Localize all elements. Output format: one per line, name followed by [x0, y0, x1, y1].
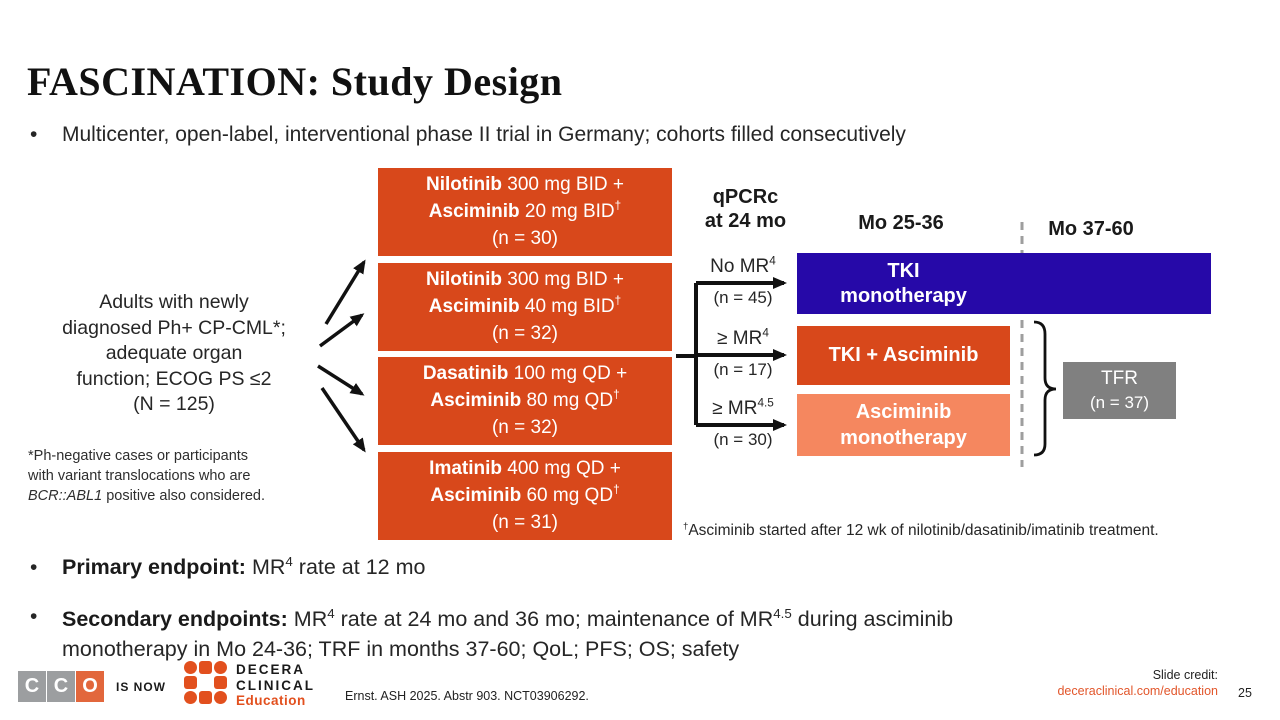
population-line: diagnosed Ph+ CP-CML*; [62, 316, 286, 339]
arm-n: (n = 32) [491, 417, 558, 438]
secondary-line-2: monotherapy in Mo 24-36; TRF in months 37-60; QoL; PFS; OS; safety [62, 637, 740, 661]
population-description [28, 290, 320, 418]
arm-n: (n = 30) [491, 228, 558, 249]
population-line: (N = 125) [133, 393, 215, 415]
branch-n-no-mr4: (n = 45) [713, 288, 773, 307]
intro-bullet-dot: • [30, 123, 38, 146]
fan-arrow-1 [326, 262, 364, 324]
fan-arrow-3 [318, 366, 362, 394]
arm-line-2: Asciminib 80 mg QD† [430, 388, 620, 411]
arm-box-imatinib [378, 452, 672, 540]
is-now-label: IS NOW [116, 680, 166, 694]
branch-n-mr4: (n = 17) [713, 360, 773, 379]
population-line: function; ECOG PS ≤2 [76, 367, 272, 390]
slide-credit-label: Slide credit: [1152, 668, 1218, 682]
arm-line-2: Asciminib 20 mg BID† [428, 199, 622, 222]
arm-line-1: Nilotinib 300 mg BID + [426, 269, 624, 290]
tfr-brace [1034, 322, 1056, 455]
branch-label-mr45: ≥ $MR^{4.5}$ [712, 396, 774, 419]
gene-name-italic: BCR::ABL1 [28, 488, 103, 504]
period-header-mo-37-60: Mo 37-60 [1048, 218, 1134, 240]
population-line: adequate organ [105, 342, 243, 364]
arm-line-1: Nilotinib 300 mg BID + [426, 174, 624, 195]
decera-blocks-icon [184, 661, 229, 706]
cco-logo-letter: C [18, 671, 46, 702]
qpcr-header: qPCRc at 24 mo [704, 186, 787, 232]
footnote-line: with variant translocations who are [28, 468, 251, 484]
arm-box-nilotinib-20 [378, 168, 672, 256]
arm-box-dasatinib [378, 357, 672, 445]
primary-endpoint: Primary endpoint: $MR^4$ rate at 12 mo [62, 553, 426, 579]
secondary-line-1: Secondary endpoints: $MR^4$ rate at 24 mo and 36 mo; maintenance of $MR^{4.5}$ during asciminib [62, 605, 954, 631]
outcome-box-tki-asciminib: TKI + Asciminib [797, 326, 1010, 385]
page-title: FASCINATION: Study Design [27, 59, 563, 104]
secondary-endpoints [62, 604, 1212, 664]
arm-line-2: Asciminib 40 mg BID† [428, 294, 622, 317]
cco-logo-letter: C [47, 671, 75, 702]
secondary-bullet-dot: • [30, 605, 38, 628]
arm-n: (n = 32) [491, 323, 558, 344]
decera-logo-text: DECERA CLINICAL Education [236, 662, 315, 708]
footnote-line: BCR::ABL1 positive also considered. [28, 488, 265, 504]
outcome-box-tki-monotherapy: TKI monotherapy [797, 253, 1211, 314]
population-footnote [28, 446, 340, 506]
slide-credit [1000, 667, 1218, 699]
population-line: Adults with newly [99, 291, 249, 313]
arm-line-1: Imatinib 400 mg QD + [429, 458, 621, 479]
page-number: 25 [1238, 686, 1252, 700]
cco-logo [18, 671, 104, 702]
arm-box-nilotinib-40 [378, 263, 672, 351]
outcome-box-tfr: TFR (n = 37) [1063, 362, 1176, 419]
citation-reference: Ernst. ASH 2025. Abstr 903. NCT03906292. [345, 689, 589, 703]
primary-bullet-dot: • [30, 556, 38, 579]
dagger-footnote: †Asciminib started after 12 wk of nilotinib/dasatinib/imatinib treatment. [683, 520, 1159, 539]
arm-line-2: Asciminib 60 mg QD† [430, 483, 620, 506]
period-header-mo-25-36: Mo 25-36 [858, 212, 944, 234]
cco-logo-letter: O [76, 671, 104, 702]
branch-label-mr4: ≥ $MR^4$ [717, 326, 769, 349]
fan-arrow-4 [322, 388, 364, 450]
footnote-line: *Ph-negative cases or participants [28, 448, 249, 464]
branch-n-mr45: (n = 30) [713, 430, 773, 449]
slide-credit-link[interactable]: deceraclinical.com/education [1057, 684, 1218, 698]
arm-line-1: Dasatinib 100 mg QD + [422, 363, 628, 384]
outcome-box-asciminib-monotherapy: Asciminib monotherapy [797, 394, 1010, 456]
fan-arrow-2 [320, 315, 362, 346]
intro-text: Multicenter, open-label, interventional phase II trial in Germany; cohorts filled consecutively [62, 123, 906, 146]
arm-n: (n = 31) [491, 512, 558, 533]
branch-label-no-mr4: No $MR^4$ [710, 254, 776, 277]
